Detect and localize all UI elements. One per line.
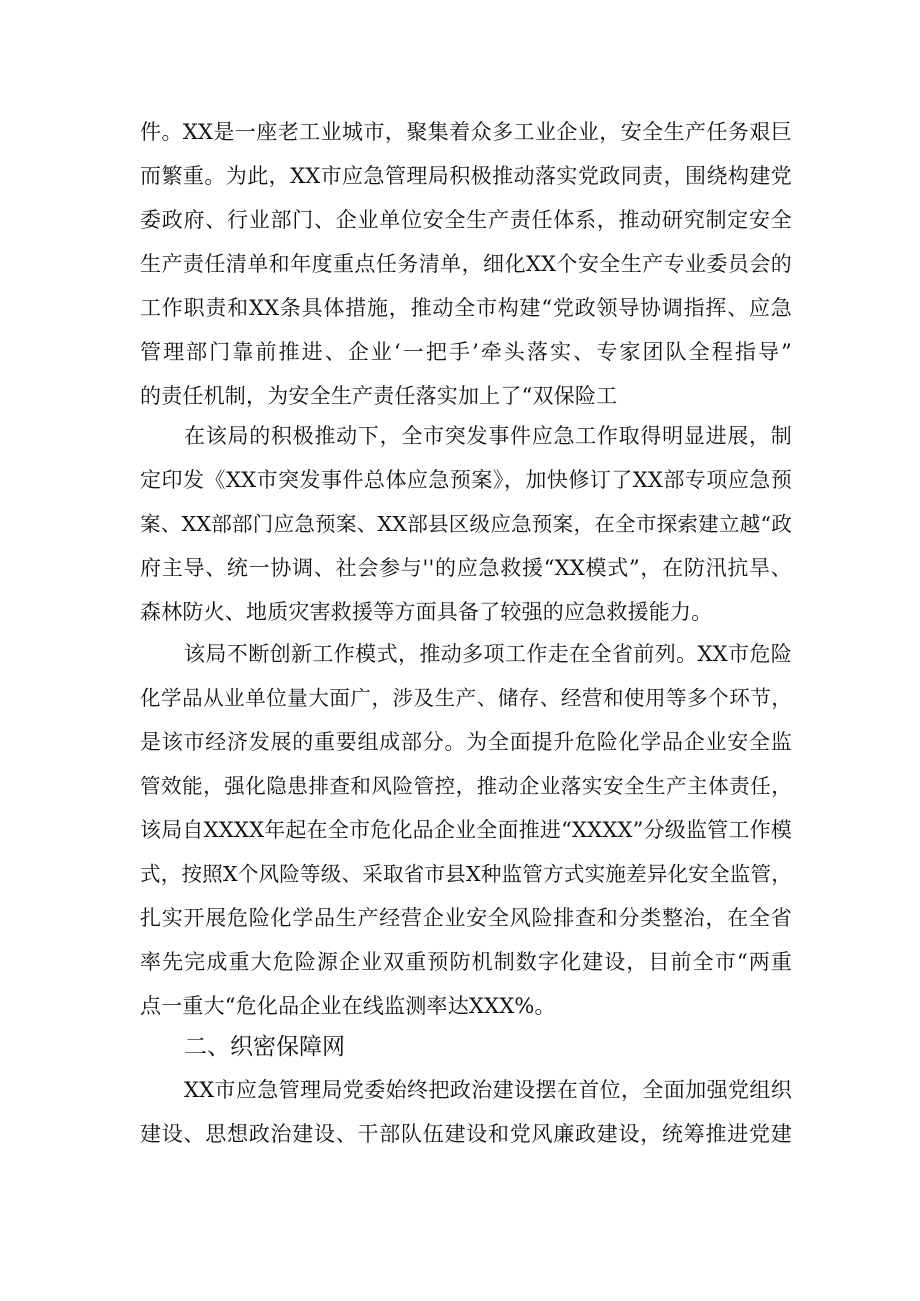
paragraph-4 [140,1068,792,1156]
section-heading-block [140,1024,792,1070]
section-heading: 二、织密保障网 [184,1034,345,1060]
paragraph-1 [140,110,792,418]
paragraph-line: 而繁重。为此，XX市应急管理局积极推动落实党政同责，围绕构建党 [140,164,792,188]
paragraph-3 [140,632,792,1028]
paragraph-line: 是该市经济发展的重要组成部分。为全面提升危险化学品企业安全监 [140,730,792,754]
paragraph-2 [140,414,792,634]
paragraph-line: 生产责任清单和年度重点任务清单，细化XX个安全生产专业委员会的 [140,252,792,276]
paragraph-line: 森林防火、地质灾害救援等方面具备了较强的应急救援能力。 [140,600,713,624]
paragraph-line: 管理部门靠前推进、企业‘一把手’牵头落实、专家团队全程指导” [140,340,792,364]
paragraph-line: 在该局的积极推动下，全市突发事件应急工作取得明显进展，制 [184,424,792,448]
paragraph-line: 该局自XXXX年起在全市危化品企业全面推进“XXXX”分级监管工作模 [140,818,792,842]
paragraph-line: 定印发《XX市突发事件总体应急预案》，加快修订了XX部专项应急预 [140,468,792,492]
paragraph-line: 扎实开展危险化学品生产经营企业安全风险排查和分类整治，在全省 [140,906,792,930]
paragraph-line: 件。XX是一座老工业城市，聚集着众多工业企业，安全生产任务艰巨 [140,120,792,144]
paragraph-line: 化学品从业单位量大面广，涉及生产、储存、经营和使用等多个环节， [140,686,792,710]
paragraph-line: 管效能，强化隐患排查和风险管控，推动企业落实安全生产主体责任， [140,774,792,798]
paragraph-line: 式，按照X个风险等级、采取省市县X种监管方式实施差异化安全监管， [140,862,792,886]
paragraph-line: 工作职责和XX条具体措施，推动全市构建“党政领导协调指挥、应急 [140,296,792,320]
paragraph-line: 的责任机制，为安全生产责任落实加上了“双保险工 [140,384,618,408]
paragraph-line: 委政府、行业部门、企业单位安全生产责任体系，推动研究制定安全 [140,208,792,232]
paragraph-line: 率先完成重大危险源企业双重预防机制数字化建设，目前全市“两重 [140,950,792,974]
paragraph-line: 案、XX部部门应急预案、XX部县区级应急预案，在全市探索建立越“政 [140,512,792,536]
paragraph-line: 建设、思想政治建设、干部队伍建设和党风廉政建设，统筹推进党建 [140,1122,792,1146]
paragraph-line: 点一重大“危化品企业在线监测率达XXX%。 [140,994,556,1018]
paragraph-line: 府主导、统一协调、社会参与''的应急救援“XX模式”，在防汛抗旱、 [140,556,792,580]
paragraph-line: XX市应急管理局党委始终把政治建设摆在首位，全面加强党组织 [184,1078,792,1102]
paragraph-line: 该局不断创新工作模式，推动多项工作走在全省前列。XX市危险 [184,642,792,666]
